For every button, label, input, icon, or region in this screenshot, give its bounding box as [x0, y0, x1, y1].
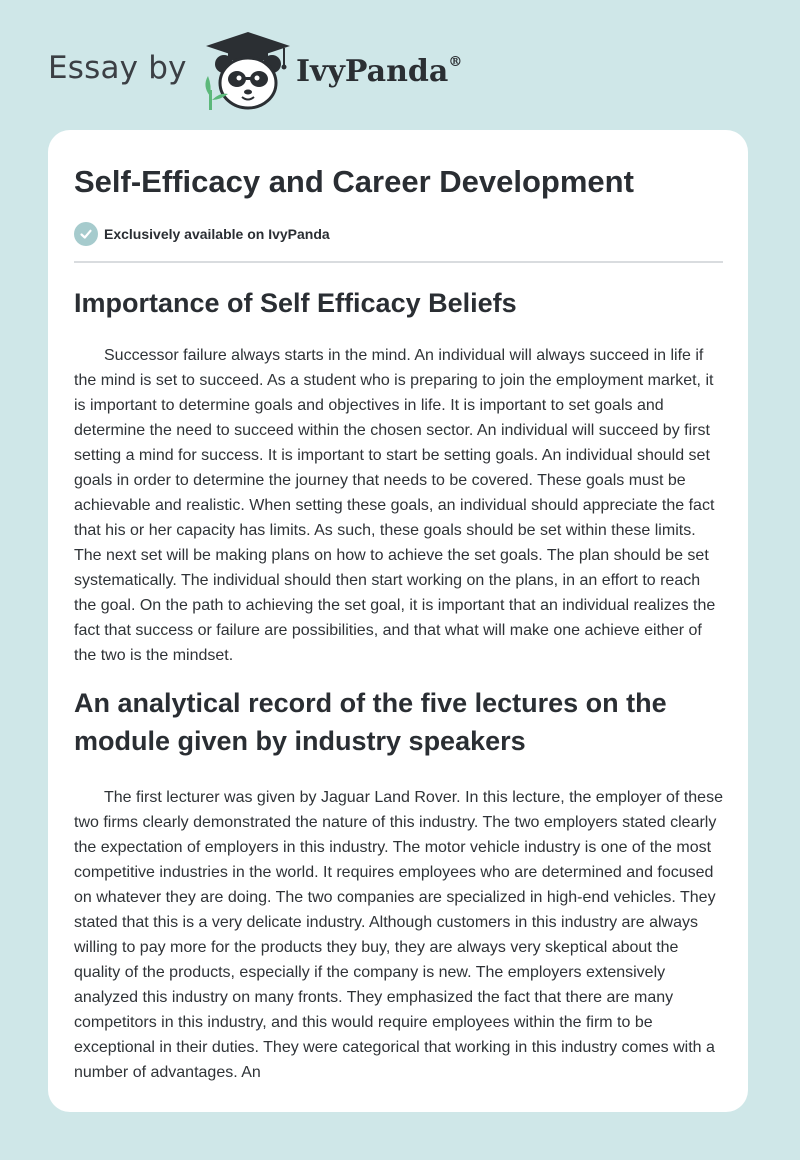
section-paragraph-lectures: The first lecturer was given by Jaguar Land Rover. In this lecture, the employer of these two firms clearly demonstrated the nature of this industry. The two employers stated clearly the expectation of employers in this industry. The motor vehicle industry is one of the most competitive industries in the world. It requires employees who are determined and focused on whatever they are doing. The two companies are specialized in high-end vehicles. They stated that this is a very delicate industry. Although customers in this industry are always willing to pay more for the products they buy, they are always very skeptical about the quality of the products, especially if the company is new. The employers extensively analyzed this industry on many fronts. They emphasized the fact that there are many competitors in this industry, and this would require employees within the firm to be exceptional in their duties. They were categorical that working in this industry comes with a number of advantages. An: [74, 789, 723, 1081]
panda-logo-icon[interactable]: [198, 26, 298, 112]
title-divider: [74, 261, 723, 263]
trademark-symbol: ®: [448, 54, 463, 70]
section-paragraph-self-efficacy: Successor failure always starts in the mind. An individual will always succeed in life if the mind is set to succeed. As a student who is preparing to join the employment market, it is important to determine goals and objectives in life. It is important to set goals and determine the need to succeed within the chosen sector. An individual will succeed by first setting a mind for success. It is important to start be setting goals. An individual should set goals in order to determine the journey that needs to be covered. These goals must be achievable and realistic. When setting these goals, an individual should appreciate the fact that his or her capacity has limits. As such, these goals should be set within these limits. The next set will be making plans on how to achieve the set goals. The plan should be set systematically. The individual should then start working on the plans, in an effort to reach the goal. On the path to achieving the set goal, it is important that an individual realizes the fact that success or failure are possibilities, and that what will make one achieve either of the two is the mindset.: [74, 347, 716, 664]
essay-by-label: Essay by: [48, 50, 187, 86]
brand-name[interactable]: [296, 54, 462, 89]
section-heading-self-efficacy: Importance of Self Efficacy Beliefs: [74, 288, 517, 318]
brand-text: IvyPanda: [296, 54, 449, 89]
check-icon: [74, 222, 98, 246]
exclusive-badge-text: Exclusively available on IvyPanda: [104, 226, 330, 242]
site-header: [0, 0, 800, 130]
page-title: Self-Efficacy and Career Development: [74, 164, 634, 199]
essay-card: [48, 130, 748, 1112]
section-heading-lectures: An analytical record of the five lectures on the module given by industry speakers: [74, 688, 667, 756]
exclusive-badge: [74, 222, 330, 246]
